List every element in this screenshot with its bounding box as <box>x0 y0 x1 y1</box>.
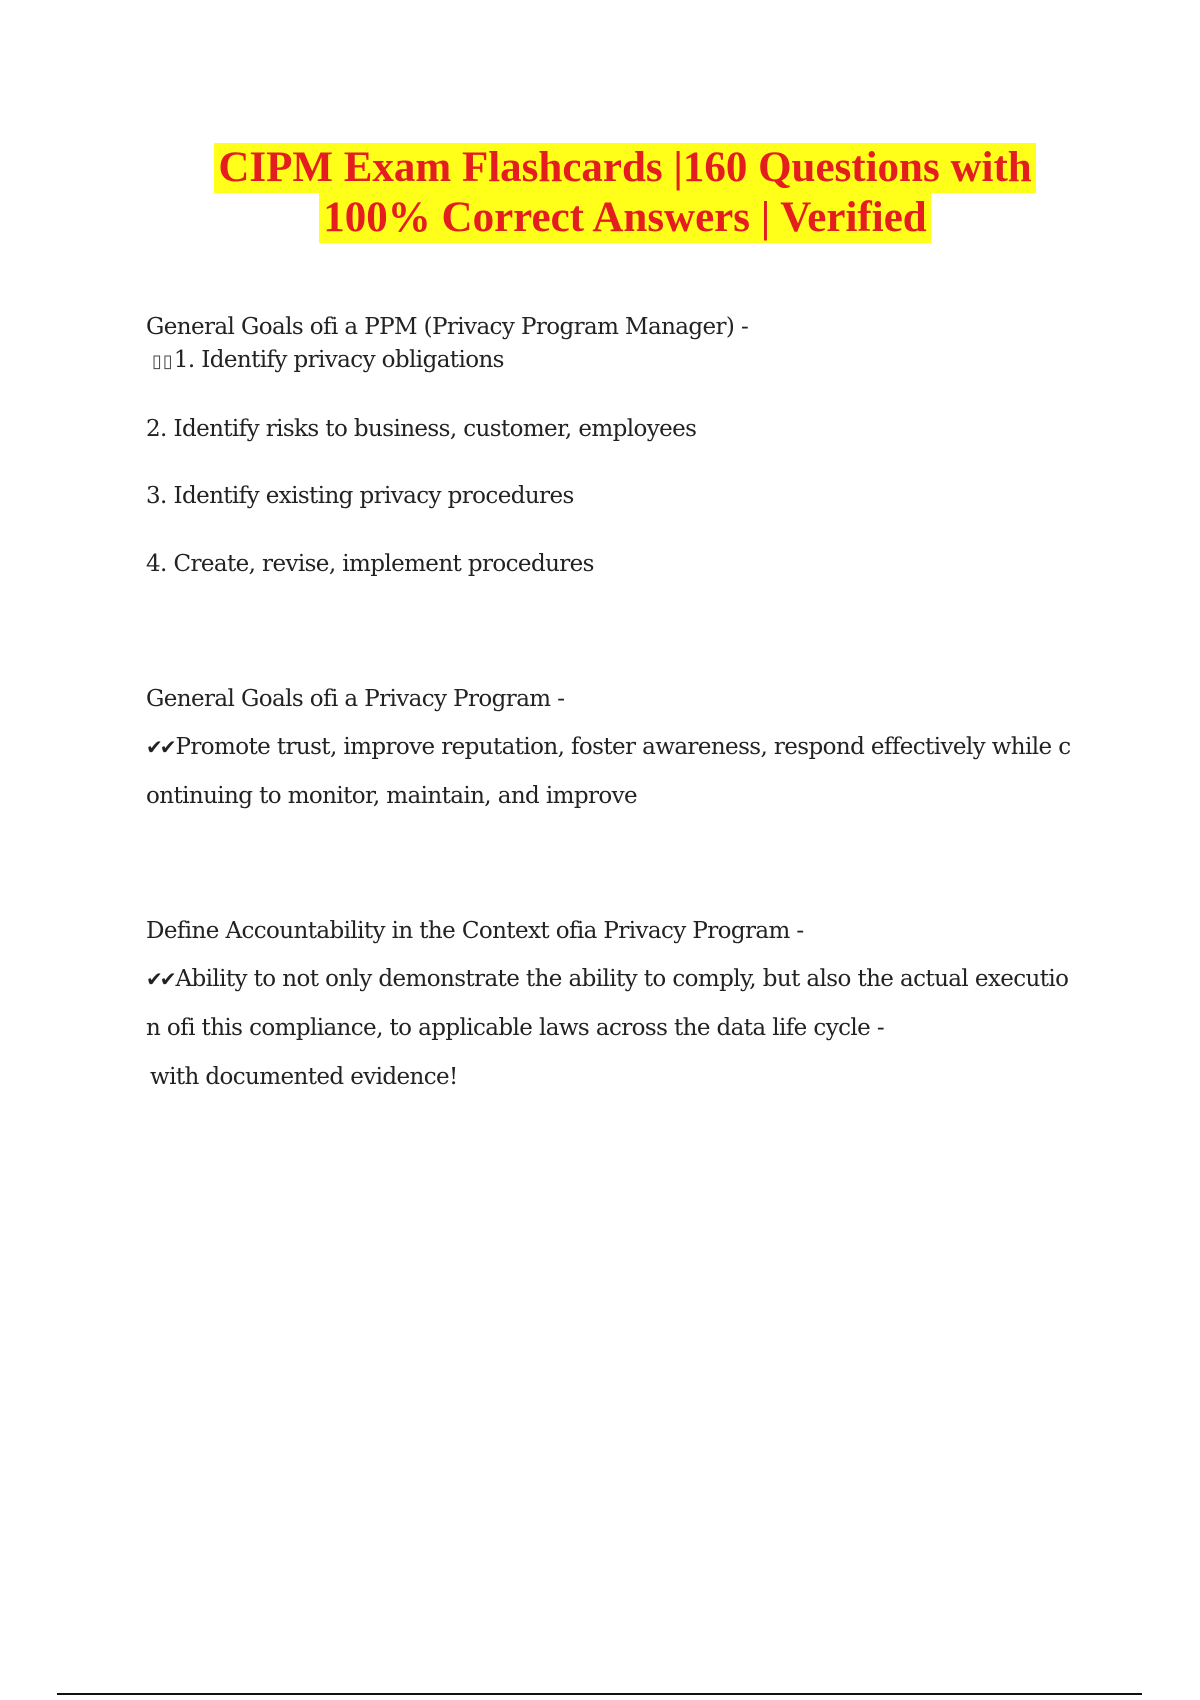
card-question: General Goals ofi a Privacy Program - <box>146 686 565 712</box>
check-icon: ✔✔ <box>146 735 174 759</box>
footer-divider <box>57 1693 1142 1695</box>
answer-text: Ability to not only demonstrate the ability to comply, but also the actual executio <box>175 966 1069 992</box>
card-question: Define Accountability in the Context ofia Privacy Program - <box>146 918 804 944</box>
card-answer-line: 4. Create, revise, implement procedures <box>146 551 594 577</box>
card-answer-line <box>146 347 504 373</box>
box-icon: ▯▯ <box>152 351 174 372</box>
card-answer-line: with documented evidence! <box>150 1064 458 1090</box>
answer-text: Promote trust, improve reputation, foster awareness, respond effectively while c <box>175 734 1071 760</box>
answer-text: 1. Identify privacy obligations <box>173 347 504 373</box>
card-question: General Goals ofi a PPM (Privacy Program Manager) - <box>146 314 749 340</box>
card-answer-line: ontinuing to monitor, maintain, and improve <box>146 783 638 809</box>
title-line-1: CIPM Exam Flashcards |160 Questions with <box>214 143 1035 193</box>
card-answer-line: 3. Identify existing privacy procedures <box>146 483 574 509</box>
document-title <box>0 143 1200 243</box>
card-answer-line: n ofi this compliance, to applicable laws across the data life cycle - <box>146 1015 885 1041</box>
check-icon: ✔✔ <box>146 967 174 991</box>
card-answer-line <box>146 734 1071 760</box>
card-answer-line: 2. Identify risks to business, customer, employees <box>146 416 697 442</box>
title-line-2: 100% Correct Answers | Verified <box>319 193 930 243</box>
card-answer-line <box>146 966 1068 992</box>
